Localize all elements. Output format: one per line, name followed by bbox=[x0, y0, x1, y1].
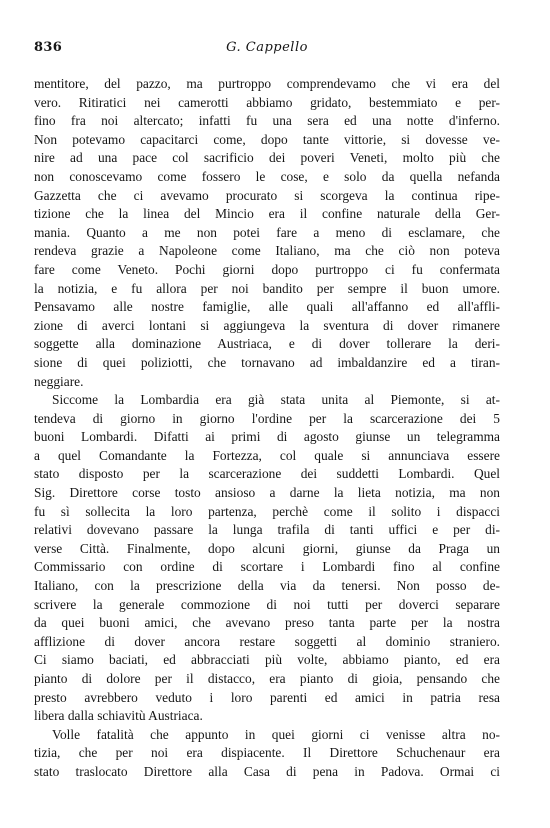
text-line: Non potevamo capacitarci come, dopo tante vittorie, si dovesse ve- bbox=[34, 131, 500, 147]
text-line: tizione che la linea del Mincio era il confine naturale della Ger- bbox=[34, 206, 500, 222]
text-line: a quel Comandante la Fortezza, col quale si annunciava essere bbox=[34, 447, 500, 463]
text-line: da quei buoni amici, che avevano preso tanta parte per la nostra bbox=[34, 615, 500, 631]
text-line: sione di quei poliziotti, che tornavano ad imbaldanzire ed a tiran- bbox=[34, 354, 500, 370]
text-line: Gazzetta che ci avevamo procurato si scorgeva la continua ripe- bbox=[34, 187, 500, 203]
text-line: Pensavamo alle nostre famiglie, alle quali all'affanno ed all'affli- bbox=[34, 299, 500, 315]
text-line: stato disposto per la scarcerazione dei suddetti Lombardi. Quel bbox=[34, 466, 500, 482]
text-line: zione di averci lontani si aggiungeva la sventura di dover rimanere bbox=[34, 317, 500, 333]
text-line: libera dalla schiavitù Austriaca. bbox=[34, 708, 203, 724]
text-line: fare come Veneto. Pochi giorni dopo purtroppo ci fu confermata bbox=[34, 261, 500, 277]
text-line: non conoscevamo come fossero le cose, e solo da quella nefanda bbox=[34, 168, 500, 184]
text-line: mentitore, del pazzo, ma purtroppo comprendevamo che vi era del bbox=[34, 76, 500, 91]
text-line: Siccome la Lombardia era già stata unita al Piemonte, si at- bbox=[52, 392, 500, 408]
text-line: vero. Ritiratici nei camerotti abbiamo gridato, bestemmiato e per- bbox=[34, 94, 500, 110]
text-line: Commissario con ordine di scortare i Lombardi fino al confine bbox=[34, 559, 500, 575]
page-header bbox=[34, 40, 500, 62]
body-text bbox=[34, 75, 500, 782]
text-line: fu sì sollecita la loro partenza, perchè come il solito i dispacci bbox=[34, 503, 500, 519]
text-line: mania. Quanto a me non potei fare a meno di esclamare, che bbox=[34, 224, 500, 240]
paragraph bbox=[34, 75, 500, 391]
paragraph bbox=[34, 391, 500, 726]
text-line: pianto di dolore per il distacco, era pianto di gioia, pensando che bbox=[34, 671, 500, 686]
text-line: tizia, che per noi era dispiacente. Il Direttore Schuchenaur era bbox=[34, 745, 500, 761]
text-line: nire ad una pace col sacrificio dei poveri Veneti, molto più che bbox=[34, 150, 500, 166]
text-line: rendeva grazie a Napoleone come Italiano, ma che ciò non poteva bbox=[34, 243, 500, 259]
text-line: la notizia, e fu allora per noi bandito per sempre il buon umore. bbox=[34, 280, 500, 296]
text-line: presto avrebbero veduto i loro parenti ed amici in patria resa bbox=[34, 689, 500, 705]
text-line: afflizione di dover ancora restare soggetti al dominio straniero. bbox=[34, 633, 500, 649]
text-line: tendeva di giorno in giorno l'ordine per la scarcerazione dei 5 bbox=[34, 410, 500, 426]
text-line: stato traslocato Direttore alla Casa di pena in Padova. Ormai ci bbox=[34, 763, 500, 779]
text-line: neggiare. bbox=[34, 373, 84, 389]
page-number: 836 bbox=[34, 40, 63, 55]
text-line: Ci siamo baciati, ed abbracciati più volte, abbiamo pianto, ed era bbox=[34, 652, 500, 668]
paragraph bbox=[34, 726, 500, 782]
text-line: soggette alla dominazione Austriaca, e di dover tollerare la deri- bbox=[34, 336, 500, 352]
running-head: G. Cappello bbox=[226, 40, 308, 55]
text-line: relativi dovevano passare la lunga trafila di tanti uffici e per di- bbox=[34, 522, 500, 538]
text-line: verse Città. Finalmente, dopo alcuni giorni, giunse da Praga un bbox=[34, 540, 500, 556]
text-line: buoni Lombardi. Difatti ai primi di agosto giunse un telegramma bbox=[34, 429, 500, 445]
text-line: fino fra noi altercato; infatti fu una sera ed una notte d'inferno. bbox=[34, 113, 500, 129]
text-line: Volle fatalità che appunto in quei giorni ci venisse altra no- bbox=[52, 726, 500, 742]
text-line: Sig. Direttore corse tosto ansioso a darne la lieta notizia, ma non bbox=[34, 485, 500, 501]
text-line: Italiano, con la prescrizione della via da tenersi. Non posso de- bbox=[34, 578, 500, 594]
text-line: scrivere la generale commozione di noi tutti per doverci separare bbox=[34, 596, 500, 612]
